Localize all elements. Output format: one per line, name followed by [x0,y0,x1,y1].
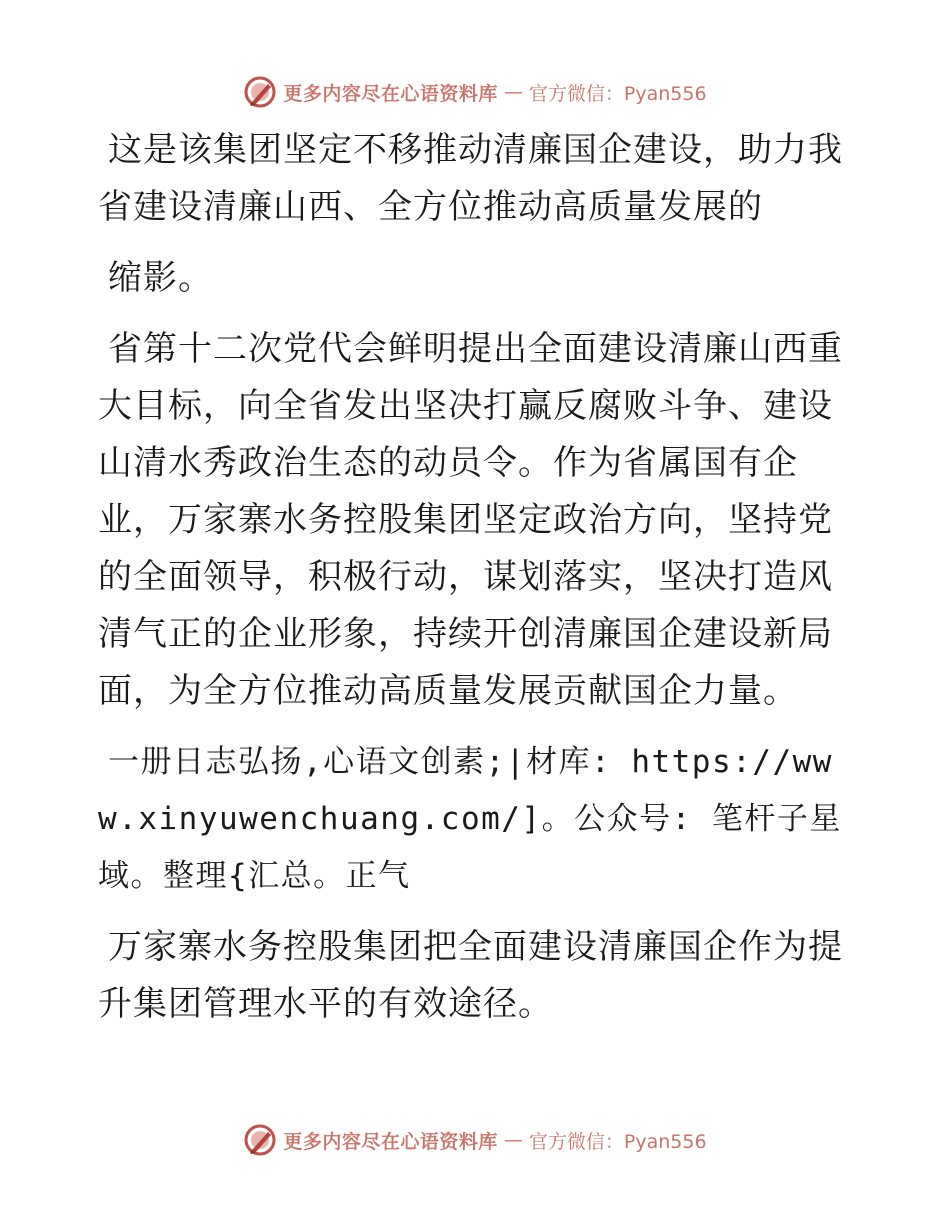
footer-banner-dash: — [503,1129,523,1151]
header-banner-inner [243,75,706,109]
header-banner-wechat: 官方微信：Pyan556 [528,82,707,105]
header-banner-dash: — [503,81,523,103]
footer-banner-wechat: 官方微信：Pyan556 [528,1130,707,1153]
paragraph-2: 缩影。 [108,258,213,298]
header-banner-text: 更多内容尽在心语资料库 [283,82,498,105]
footer-banner-text: 更多内容尽在心语资料库 [283,1130,498,1153]
paragraph-3: 省第十二次党代会鲜明提出全面建设清廉山西重大目标，向全省发出坚决打赢反腐败斗争、建设山清水秀政治生态的动员令。作为省属国有企业，万家寨水务控股集团坚定政治方向，坚持党的全面领导，积极行动，谋划落实，坚决打造风清气正的企业形象，持续开创清廉国企建设新局面，为全方位推动高质量发展贡献国企力量。 [98,329,843,711]
paragraph-1: 这是该集团坚定不移推动清廉国企建设，助力我省建设清廉山西、全方位推动高质量发展的 [98,130,843,227]
pen-circle-logo-icon [243,75,277,109]
pen-circle-logo-icon [243,1123,277,1157]
header-banner [0,72,950,112]
document-body [98,122,853,1047]
paragraph-5: 万家寨水务控股集团把全面建设清廉国企作为提升集团管理水平的有效途径。 [98,927,843,1024]
paragraph-4: 一册日志弘扬,心语文创素;|材库: https://www.xinyuwenchuang.com/]。公众号: 笔杆子星域。整理{汇总。正气 [98,744,842,894]
footer-banner [0,1120,950,1160]
footer-banner-inner [243,1123,706,1157]
